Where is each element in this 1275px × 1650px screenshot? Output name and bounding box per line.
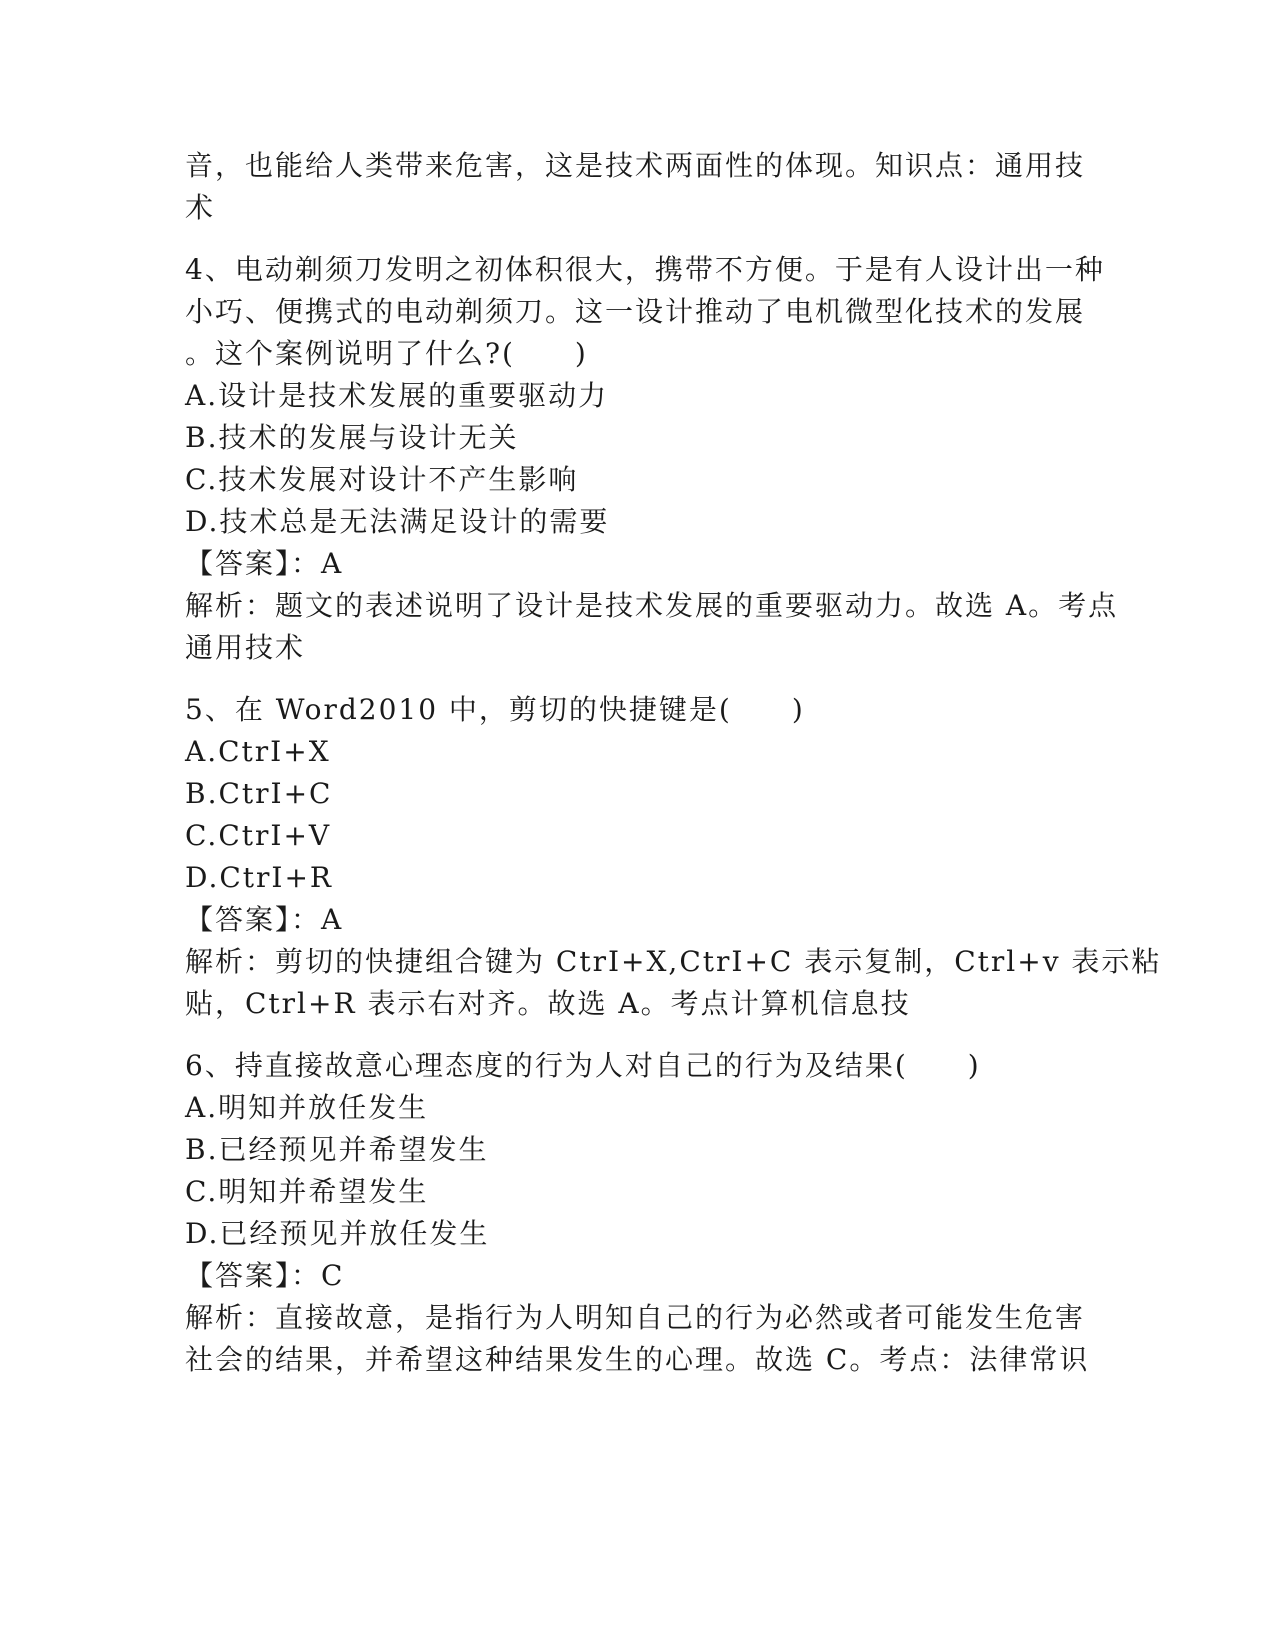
question-5 — [185, 689, 1162, 1025]
analysis: 通用技术 — [185, 631, 306, 664]
option-c: C.明知并希望发生 — [185, 1175, 429, 1208]
question-stem: 小巧、便携式的电动剃须刀。这一设计推动了电机微型化技术的发展 — [185, 295, 1086, 328]
answer: 【答案】：A — [185, 547, 344, 580]
option-b: B.已经预见并希望发生 — [185, 1133, 489, 1166]
option-b: B.CtrI+C — [185, 777, 333, 810]
option-b: B.技术的发展与设计无关 — [185, 421, 519, 454]
question-stem: 5、在 Word2010 中，剪切的快捷键是( ) — [185, 693, 805, 726]
answer: 【答案】：C — [185, 1259, 345, 1292]
analysis: 社会的结果，并希望这种结果发生的心理。故选 C。考点：法律常识 — [185, 1343, 1090, 1376]
question-4 — [185, 249, 1119, 669]
analysis: 解析：题文的表述说明了设计是技术发展的重要驱动力。故选 A。考点 — [185, 589, 1119, 622]
document-page — [185, 145, 1162, 1381]
question-6 — [185, 1045, 1090, 1381]
analysis: 解析：剪切的快捷组合键为 CtrI+X,CtrI+C 表示复制，Ctrl+v 表示粘 — [185, 945, 1162, 978]
analysis: 解析：直接故意，是指行为人明知自己的行为必然或者可能发生危害 — [185, 1301, 1086, 1334]
option-d: D.CtrI+R — [185, 861, 334, 894]
option-d: D.技术总是无法满足设计的需要 — [185, 505, 610, 538]
text-line: 术 — [185, 191, 216, 224]
option-a: A.明知并放任发生 — [185, 1091, 429, 1124]
option-a: A.设计是技术发展的重要驱动力 — [185, 379, 609, 412]
question-stem: 4、电动剃须刀发明之初体积很大，携带不方便。于是有人设计出一种 — [185, 253, 1105, 286]
question-stem: 。这个案例说明了什么?( ) — [185, 337, 588, 370]
answer: 【答案】：A — [185, 903, 344, 936]
option-c: C.CtrI+V — [185, 819, 332, 852]
option-d: D.已经预见并放任发生 — [185, 1217, 490, 1250]
continuation-text — [185, 145, 1085, 229]
analysis: 贴，Ctrl+R 表示右对齐。故选 A。考点计算机信息技 — [185, 987, 911, 1020]
text-line: 音，也能给人类带来危害，这是技术两面性的体现。知识点：通用技 — [185, 149, 1086, 182]
option-a: A.CtrI+X — [185, 735, 331, 768]
question-stem: 6、持直接故意心理态度的行为人对自己的行为及结果( ) — [185, 1049, 981, 1082]
option-c: C.技术发展对设计不产生影响 — [185, 463, 579, 496]
